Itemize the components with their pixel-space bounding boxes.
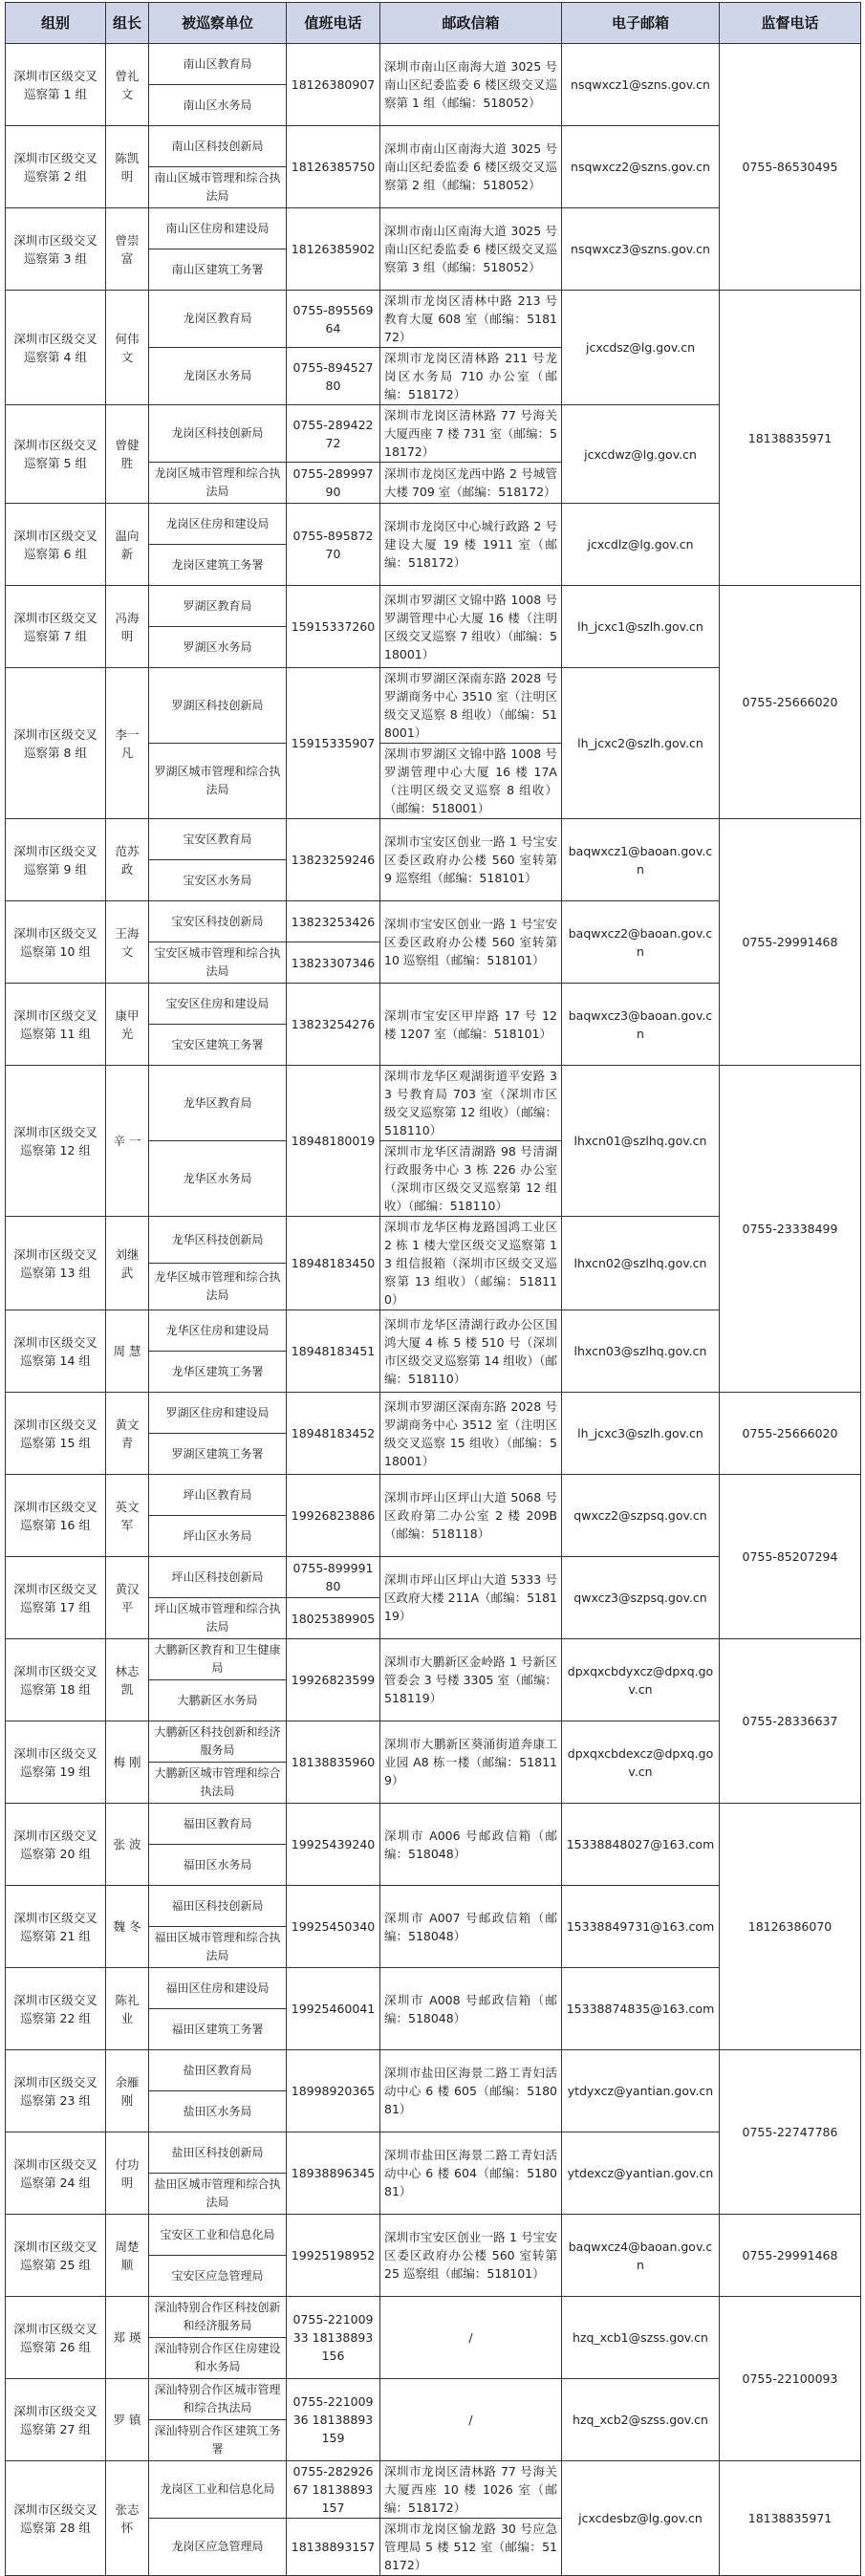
inspected-unit: 龙华区建筑工务署 (149, 1352, 287, 1393)
group-name: 深圳市区级交叉巡察第 28 组 (6, 2461, 106, 2576)
supervision-phone: 0755-28336637 (720, 1639, 861, 1804)
group-leader: 刘继武 (106, 1217, 149, 1310)
group-name: 深圳市区级交叉巡察第 18 组 (6, 1639, 106, 1721)
inspected-unit: 罗湖区教育局 (149, 586, 287, 627)
group-name: 深圳市区级交叉巡察第 14 组 (6, 1310, 106, 1393)
table-row (6, 291, 861, 348)
duty-phone: 13823259246 (287, 819, 380, 901)
duty-phone: 19925460041 (287, 1968, 380, 2050)
group-name: 深圳市区级交叉巡察第 16 组 (6, 1475, 106, 1557)
inspected-unit: 龙岗区住房和建设局 (149, 504, 287, 545)
group-name: 深圳市区级交叉巡察第 5 组 (6, 405, 106, 504)
duty-phone: 18998920365 (287, 2050, 380, 2132)
supervision-phone: 18138835971 (720, 2461, 861, 2576)
group-name: 深圳市区级交叉巡察第 25 组 (6, 2215, 106, 2297)
inspected-unit: 福田区住房和建设局 (149, 1968, 287, 2009)
group-leader: 梅 刚 (106, 1721, 149, 1804)
postal-address: 深圳市坪山区坪山大道 5333 号区政府大楼 211A（邮编：518119） (380, 1557, 562, 1639)
supervision-phone: 0755-23338499 (720, 1066, 861, 1393)
group-name: 深圳市区级交叉巡察第 26 组 (6, 2297, 106, 2379)
group-leader: 付功明 (106, 2132, 149, 2215)
inspected-unit: 南山区科技创新局 (149, 126, 287, 167)
duty-phone: 18025389905 (287, 1598, 380, 1639)
group-leader: 李一凡 (106, 668, 149, 819)
email-address: lhxcn03@szlhq.gov.cn (562, 1310, 720, 1393)
group-leader: 余雁刚 (106, 2050, 149, 2132)
inspected-unit: 龙岗区科技创新局 (149, 405, 287, 463)
inspected-unit: 福田区水务局 (149, 1845, 287, 1886)
postal-address: 深圳市龙岗区中心城行政路 2 号建设大厦 19 楼 1911 室（邮编：518172） (380, 504, 562, 586)
supervision-phone: 0755-85207294 (720, 1475, 861, 1639)
table-body (6, 44, 861, 2576)
group-leader: 陈凯明 (106, 126, 149, 208)
duty-phone: 19926823886 (287, 1475, 380, 1557)
email-address: jcxcdsz@lg.gov.cn (562, 291, 720, 405)
postal-address: 深圳市 A006 号邮政信箱（邮编：518048） (380, 1804, 562, 1886)
table-row (6, 819, 861, 860)
group-name: 深圳市区级交叉巡察第 7 组 (6, 586, 106, 668)
inspected-unit: 龙华区水务局 (149, 1141, 287, 1217)
inspected-unit: 龙华区住房和建设局 (149, 1310, 287, 1352)
inspected-unit: 罗湖区建筑工务署 (149, 1434, 287, 1475)
supervision-phone: 18126386070 (720, 1804, 861, 2050)
duty-phone: 18948183451 (287, 1310, 380, 1393)
group-leader: 英文军 (106, 1475, 149, 1557)
email-address: hzq_xcb2@szss.gov.cn (562, 2379, 720, 2461)
inspected-unit: 坪山区城市管理和综合执法局 (149, 1598, 287, 1639)
postal-address: 深圳市 A008 号邮政信箱（邮编：518048） (380, 1968, 562, 2050)
group-name: 深圳市区级交叉巡察第 6 组 (6, 504, 106, 586)
inspected-unit: 南山区教育局 (149, 44, 287, 85)
inspected-unit: 盐田区城市管理和综合执法局 (149, 2174, 287, 2215)
inspected-unit: 福田区城市管理和综合执法局 (149, 1927, 287, 1968)
inspected-unit: 大鹏新区城市管理和综合执法局 (149, 1763, 287, 1804)
header-group: 组别 (6, 3, 106, 44)
group-leader: 王海文 (106, 901, 149, 984)
email-address: lhxcn02@szlhq.gov.cn (562, 1217, 720, 1310)
duty-phone: 0755-89999180 (287, 1557, 380, 1598)
postal-address: 深圳市龙岗区清林路 77 号海关大厦西座 10 楼 1026 室（邮编：518172） (380, 2461, 562, 2519)
postal-address: 深圳市龙岗区龙西中路 2 号城管大楼 709 室（邮编：518172） (380, 463, 562, 504)
group-leader: 冯海明 (106, 586, 149, 668)
inspected-unit: 深汕特别合作区城市管理和综合执法局 (149, 2379, 287, 2420)
group-name: 深圳市区级交叉巡察第 21 组 (6, 1886, 106, 1968)
duty-phone: 13823307346 (287, 942, 380, 984)
group-name: 深圳市区级交叉巡察第 8 组 (6, 668, 106, 819)
inspected-unit: 福田区科技创新局 (149, 1886, 287, 1927)
inspected-unit: 罗湖区住房和建设局 (149, 1393, 287, 1434)
header-leader: 组长 (106, 3, 149, 44)
postal-address: / (380, 2379, 562, 2461)
inspected-unit: 深汕特别合作区建筑工务署 (149, 2420, 287, 2461)
inspected-unit: 宝安区工业和信息化局 (149, 2215, 287, 2256)
group-leader: 罗 镇 (106, 2379, 149, 2461)
inspected-unit: 罗湖区城市管理和综合执法局 (149, 744, 287, 819)
group-leader: 林志凯 (106, 1639, 149, 1721)
inspected-unit: 深汕特别合作区科技创新和经济服务局 (149, 2297, 287, 2338)
supervision-phone: 18138835971 (720, 291, 861, 586)
postal-address: 深圳市龙岗区清林路 77 号海关大厦西座 7 楼 731 室（邮编：518172） (380, 405, 562, 463)
email-address: ytdexcz@yantian.gov.cn (562, 2132, 720, 2215)
postal-address: 深圳市南山区南海大道 3025 号南山区纪委监委 6 楼区级交叉巡察第 3 组（邮编：518052） (380, 208, 562, 291)
header-supervision-phone: 监督电话 (720, 3, 861, 44)
postal-address: 深圳市盐田区海景二路工青妇活动中心 6 楼 604（邮编：518081） (380, 2132, 562, 2215)
duty-phone: 0755-89452780 (287, 348, 380, 405)
inspected-unit: 宝安区建筑工务署 (149, 1025, 287, 1066)
inspected-unit: 南山区水务局 (149, 85, 287, 126)
duty-phone: 19925439240 (287, 1804, 380, 1886)
inspected-unit: 坪山区水务局 (149, 1516, 287, 1557)
postal-address: 深圳市龙岗区愉龙路 30 号应急管理局 5 楼 512 室（邮编：518172） (380, 2519, 562, 2576)
inspected-unit: 龙华区科技创新局 (149, 1217, 287, 1264)
postal-address: 深圳市宝安区甲岸路 17 号 12 楼 1207 室（邮编：518101） (380, 984, 562, 1066)
duty-phone: 13823253426 (287, 901, 380, 942)
duty-phone: 15915335907 (287, 668, 380, 819)
group-name: 深圳市区级交叉巡察第 24 组 (6, 2132, 106, 2215)
inspected-unit: 龙岗区教育局 (149, 291, 287, 348)
group-leader: 陈礼业 (106, 1968, 149, 2050)
duty-phone: 18948180019 (287, 1066, 380, 1217)
postal-address: 深圳市罗湖区文锦中路 1008 号罗湖管理中心大厦 16 楼 17A（注明区级交叉巡察 8 组收）（邮编：518001） (380, 744, 562, 819)
inspected-unit: 福田区建筑工务署 (149, 2009, 287, 2050)
email-address: 15338849731@163.com (562, 1886, 720, 1968)
table-row (6, 1066, 861, 1141)
postal-address: 深圳市宝安区创业一路 1 号宝安区委区政府办公楼 560 室转第 25 巡察组（邮编：518101） (380, 2215, 562, 2297)
postal-address: 深圳市大鹏新区金岭路 1 号新区管委会 3 号楼 3305 室（邮编：518119） (380, 1639, 562, 1721)
inspected-unit: 南山区城市管理和综合执法局 (149, 167, 287, 208)
duty-phone: 19926823599 (287, 1639, 380, 1721)
inspected-unit: 龙华区教育局 (149, 1066, 287, 1141)
email-address: ytdyxcz@yantian.gov.cn (562, 2050, 720, 2132)
table-row (6, 1475, 861, 1516)
inspected-unit: 宝安区应急管理局 (149, 2256, 287, 2297)
header-postal-box: 邮政信箱 (380, 3, 562, 44)
email-address: nsqwxcz2@szns.gov.cn (562, 126, 720, 208)
group-leader: 何伟文 (106, 291, 149, 405)
inspected-unit: 坪山区教育局 (149, 1475, 287, 1516)
postal-address: 深圳市龙岗区清林路 211 号龙岗区水务局 710 办公室（邮编：518172） (380, 348, 562, 405)
email-address: baqwxcz3@baoan.gov.cn (562, 984, 720, 1066)
group-name: 深圳市区级交叉巡察第 2 组 (6, 126, 106, 208)
header-unit: 被巡察单位 (149, 3, 287, 44)
postal-address: 深圳市宝安区创业一路 1 号宝安区委区政府办公楼 560 室转第 9 巡察组（邮编：518101） (380, 819, 562, 901)
group-leader: 辛 一 (106, 1066, 149, 1217)
group-leader: 康甲光 (106, 984, 149, 1066)
inspected-unit: 坪山区科技创新局 (149, 1557, 287, 1598)
inspected-unit: 深汕特别合作区住房建设和水务局 (149, 2338, 287, 2379)
group-leader: 周楚顺 (106, 2215, 149, 2297)
group-name: 深圳市区级交叉巡察第 1 组 (6, 44, 106, 126)
email-address: lh_jcxc1@szlh.gov.cn (562, 586, 720, 668)
inspected-unit: 大鹏新区教育和卫生健康局 (149, 1639, 287, 1680)
inspected-unit: 龙岗区城市管理和综合执法局 (149, 463, 287, 504)
email-address: jcxcdlz@lg.gov.cn (562, 504, 720, 586)
duty-phone: 18938896345 (287, 2132, 380, 2215)
group-leader: 黄汉平 (106, 1557, 149, 1639)
email-address: 15338874835@163.com (562, 1968, 720, 2050)
supervision-phone: 0755-25666020 (720, 1393, 861, 1475)
group-leader: 范苏政 (106, 819, 149, 901)
group-leader: 曾崇富 (106, 208, 149, 291)
duty-phone: 0755-28942272 (287, 405, 380, 463)
group-name: 深圳市区级交叉巡察第 27 组 (6, 2379, 106, 2461)
table-row (6, 2215, 861, 2256)
postal-address: 深圳市盐田区海景二路工青妇活动中心 6 楼 605（邮编：518081） (380, 2050, 562, 2132)
inspected-unit: 龙岗区建筑工务署 (149, 545, 287, 586)
duty-phone: 0755-22100933 18138893156 (287, 2297, 380, 2379)
email-address: lh_jcxc2@szlh.gov.cn (562, 668, 720, 819)
table-row (6, 44, 861, 85)
duty-phone: 18138835960 (287, 1721, 380, 1804)
postal-address: 深圳市龙华区清湖行政办公区国鸿大厦 4 栋 5 楼 510 号（深圳市区级交叉巡察第 14 组收）（邮编：518110） (380, 1310, 562, 1393)
inspected-unit: 宝安区住房和建设局 (149, 984, 287, 1025)
email-address: lhxcn01@szlhq.gov.cn (562, 1066, 720, 1217)
duty-phone: 13823254276 (287, 984, 380, 1066)
table-row (6, 2461, 861, 2519)
group-leader: 魏 冬 (106, 1886, 149, 1968)
email-address: baqwxcz4@baoan.gov.cn (562, 2215, 720, 2297)
postal-address: 深圳市南山区南海大道 3025 号南山区纪委监委 6 楼区级交叉巡察第 1 组（邮编：518052） (380, 44, 562, 126)
group-name: 深圳市区级交叉巡察第 20 组 (6, 1804, 106, 1886)
postal-address: 深圳市坪山区坪山大道 5068 号区政府第二办公室 2 楼 209B（邮编：518118） (380, 1475, 562, 1557)
inspected-unit: 福田区教育局 (149, 1804, 287, 1845)
inspected-unit: 罗湖区水务局 (149, 627, 287, 668)
email-address: nsqwxcz3@szns.gov.cn (562, 208, 720, 291)
group-leader: 张志怀 (106, 2461, 149, 2576)
group-name: 深圳市区级交叉巡察第 23 组 (6, 2050, 106, 2132)
postal-address: / (380, 2297, 562, 2379)
inspected-unit: 南山区建筑工务署 (149, 249, 287, 291)
inspected-unit: 龙岗区应急管理局 (149, 2519, 287, 2576)
supervision-phone: 0755-22100093 (720, 2297, 861, 2461)
header-row (6, 3, 861, 44)
duty-phone: 0755-89556964 (287, 291, 380, 348)
group-name: 深圳市区级交叉巡察第 22 组 (6, 1968, 106, 2050)
postal-address: 深圳市龙华区清湖路 98 号清湖行政服务中心 3 栋 226 办公室（深圳市区级交叉巡察第 12 组收）（邮编：518110） (380, 1141, 562, 1217)
inspected-unit: 宝安区城市管理和综合执法局 (149, 942, 287, 984)
inspected-unit: 罗湖区科技创新局 (149, 668, 287, 744)
email-address: qwxcz2@szpsq.gov.cn (562, 1475, 720, 1557)
duty-phone: 18126385902 (287, 208, 380, 291)
duty-phone: 0755-89587270 (287, 504, 380, 586)
group-leader: 温向新 (106, 504, 149, 586)
postal-address: 深圳市南山区南海大道 3025 号南山区纪委监委 6 楼区级交叉巡察第 2 组（邮编：518052） (380, 126, 562, 208)
duty-phone: 15915337260 (287, 586, 380, 668)
email-address: lh_jcxc3@szlh.gov.cn (562, 1393, 720, 1475)
email-address: 15338848027@163.com (562, 1804, 720, 1886)
postal-address: 深圳市罗湖区深南东路 2028 号罗湖商务中心 3512 室（注明区级交叉巡察 15 组收）（邮编：518001） (380, 1393, 562, 1475)
group-leader: 曾健胜 (106, 405, 149, 504)
duty-phone: 0755-28292667 18138893157 (287, 2461, 380, 2519)
table-row (6, 1639, 861, 1680)
email-address: baqwxcz1@baoan.gov.cn (562, 819, 720, 901)
inspected-unit: 龙岗区水务局 (149, 348, 287, 405)
inspected-unit: 龙华区城市管理和综合执法局 (149, 1264, 287, 1310)
inspected-unit: 南山区住房和建设局 (149, 208, 287, 249)
postal-address: 深圳市宝安区创业一路 1 号宝安区委区政府办公楼 560 室转第 10 巡察组（邮编：518101） (380, 901, 562, 984)
group-leader: 曾礼文 (106, 44, 149, 126)
inspected-unit: 宝安区科技创新局 (149, 901, 287, 942)
table-row (6, 1804, 861, 1845)
email-address: jcxcdesbz@lg.gov.cn (562, 2461, 720, 2576)
postal-address: 深圳市 A007 号邮政信箱（邮编：518048） (380, 1886, 562, 1968)
email-address: jcxcdwz@lg.gov.cn (562, 405, 720, 504)
group-leader: 郑 瑛 (106, 2297, 149, 2379)
duty-phone: 0755-22100936 18138893159 (287, 2379, 380, 2461)
group-name: 深圳市区级交叉巡察第 10 组 (6, 901, 106, 984)
supervision-phone: 0755-29991468 (720, 2215, 861, 2297)
table-row (6, 1393, 861, 1434)
table-row (6, 2297, 861, 2338)
postal-address: 深圳市龙华区梅龙路国鸿工业区 2 栋 1 楼大堂区级交叉巡察第 13 组信报箱（深圳市区级交叉巡察第 13 组收）（邮编：518110） (380, 1217, 562, 1310)
inspected-unit: 盐田区水务局 (149, 2091, 287, 2132)
group-name: 深圳市区级交叉巡察第 13 组 (6, 1217, 106, 1310)
group-leader: 黄文青 (106, 1393, 149, 1475)
postal-address: 深圳市罗湖区文锦中路 1008 号罗湖管理中心大厦 16 楼（注明区级交叉巡察 7 组收）（邮编：518001） (380, 586, 562, 668)
supervision-phone: 0755-86530495 (720, 44, 861, 291)
inspected-unit: 大鹏新区科技创新和经济服务局 (149, 1721, 287, 1763)
table-row (6, 2050, 861, 2091)
group-name: 深圳市区级交叉巡察第 19 组 (6, 1721, 106, 1804)
group-name: 深圳市区级交叉巡察第 4 组 (6, 291, 106, 405)
group-name: 深圳市区级交叉巡察第 9 组 (6, 819, 106, 901)
group-name: 深圳市区级交叉巡察第 17 组 (6, 1557, 106, 1639)
inspected-unit: 宝安区水务局 (149, 860, 287, 901)
duty-phone: 18948183450 (287, 1217, 380, 1310)
postal-address: 深圳市大鹏新区葵涌街道奔康工业园 A8 栋一楼（邮编：518119） (380, 1721, 562, 1804)
inspected-unit: 宝安区教育局 (149, 819, 287, 860)
email-address: dpxqxcbdexcz@dpxq.gov.cn (562, 1721, 720, 1804)
inspection-table (5, 2, 861, 2576)
email-address: nsqwxcz1@szns.gov.cn (562, 44, 720, 126)
group-leader: 周 慧 (106, 1310, 149, 1393)
group-name: 深圳市区级交叉巡察第 12 组 (6, 1066, 106, 1217)
inspected-unit: 盐田区教育局 (149, 2050, 287, 2091)
inspected-unit: 盐田区科技创新局 (149, 2132, 287, 2174)
group-name: 深圳市区级交叉巡察第 11 组 (6, 984, 106, 1066)
duty-phone: 19925450340 (287, 1886, 380, 1968)
duty-phone: 19925198952 (287, 2215, 380, 2297)
supervision-phone: 0755-22747786 (720, 2050, 861, 2215)
postal-address: 深圳市龙岗区清林中路 213 号教育大厦 608 室（邮编：518172） (380, 291, 562, 348)
inspected-unit: 龙岗区工业和信息化局 (149, 2461, 287, 2519)
duty-phone: 18948183452 (287, 1393, 380, 1475)
inspected-unit: 大鹏新区水务局 (149, 1680, 287, 1721)
email-address: hzq_xcb1@szss.gov.cn (562, 2297, 720, 2379)
postal-address: 深圳市龙华区观湖街道平安路 33 号教育局 703 室（深圳市区级交叉巡察第 12 组收）（邮编：518110） (380, 1066, 562, 1141)
email-address: dpxqxcbdyxcz@dpxq.gov.cn (562, 1639, 720, 1721)
email-address: baqwxcz2@baoan.gov.cn (562, 901, 720, 984)
duty-phone: 0755-28999790 (287, 463, 380, 504)
table-row (6, 586, 861, 627)
supervision-phone: 0755-25666020 (720, 586, 861, 819)
email-address: qwxcz3@szpsq.gov.cn (562, 1557, 720, 1639)
duty-phone: 18138893157 (287, 2519, 380, 2576)
group-name: 深圳市区级交叉巡察第 15 组 (6, 1393, 106, 1475)
header-email: 电子邮箱 (562, 3, 720, 44)
group-name: 深圳市区级交叉巡察第 3 组 (6, 208, 106, 291)
duty-phone: 18126385750 (287, 126, 380, 208)
supervision-phone: 0755-29991468 (720, 819, 861, 1066)
postal-address: 深圳市罗湖区深南东路 2028 号罗湖商务中心 3510 室（注明区级交叉巡察 8 组收）（邮编：518001） (380, 668, 562, 744)
duty-phone: 18126380907 (287, 44, 380, 126)
header-duty-phone: 值班电话 (287, 3, 380, 44)
group-leader: 张 波 (106, 1804, 149, 1886)
